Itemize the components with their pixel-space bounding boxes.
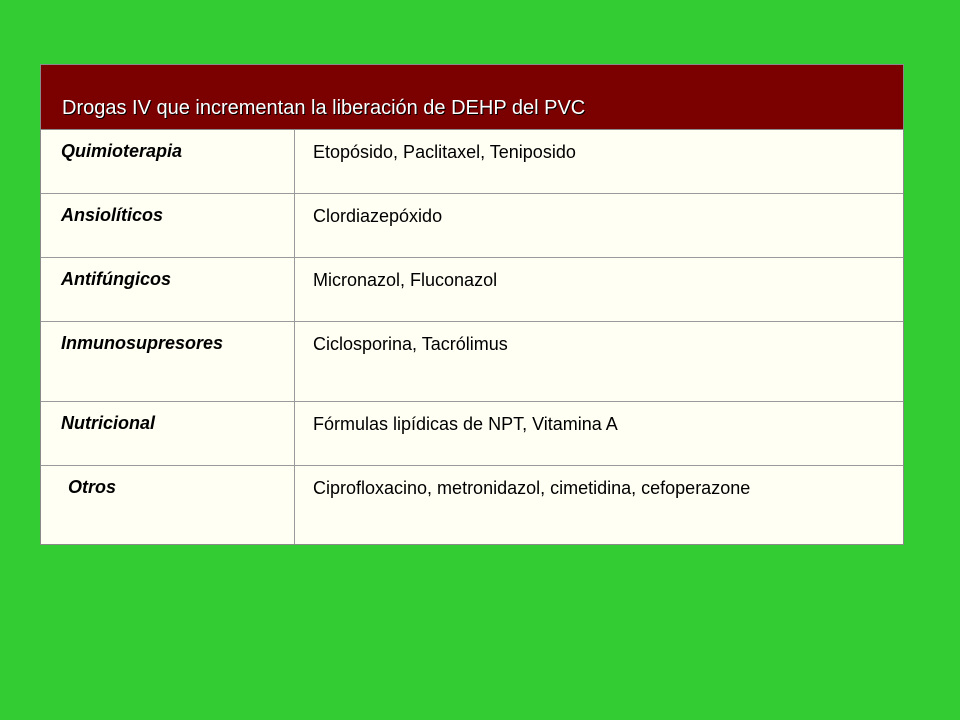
table-row (41, 258, 903, 322)
table-row (41, 402, 903, 466)
category-cell: Quimioterapia (41, 130, 295, 193)
drugs-cell: Ciprofloxacino, metronidazol, cimetidina, cefoperazone (313, 478, 751, 498)
drugs-cell: Etopósido, Paclitaxel, Teniposido (313, 142, 576, 162)
table-title: Drogas IV que incrementan la liberación de DEHP del PVC (41, 65, 903, 130)
drug-table (40, 64, 904, 545)
table-row (41, 466, 903, 544)
category-cell: Antifúngicos (41, 258, 295, 321)
drugs-cell: Clordiazepóxido (313, 206, 443, 226)
category-cell: Otros (41, 466, 295, 544)
table-row (41, 194, 903, 258)
category-cell: Inmunosupresores (41, 322, 295, 401)
category-cell: Nutricional (41, 402, 295, 465)
table-row (41, 130, 903, 194)
drugs-cell: Fórmulas lipídicas de NPT, Vitamina A (313, 414, 618, 434)
table-row (41, 322, 903, 402)
drugs-cell: Micronazol, Fluconazol (313, 270, 498, 290)
category-cell: Ansiolíticos (41, 194, 295, 257)
drugs-cell: Ciclosporina, Tacrólimus (313, 334, 508, 354)
